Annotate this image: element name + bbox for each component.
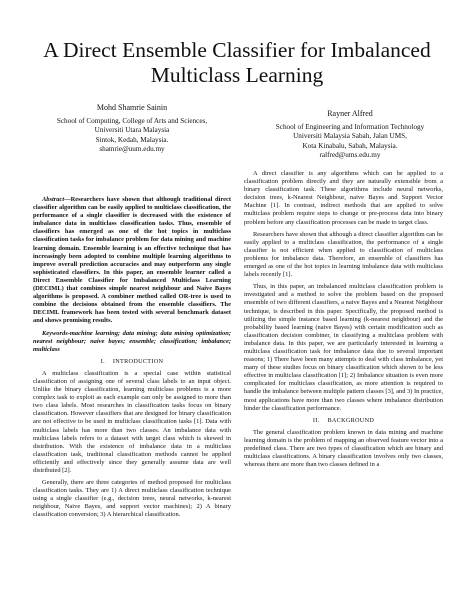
background-paragraph-1: The general classification problem known in data mining and machine learning domain is the problem of mapping an observed feature vector into a predefined class. There are two types of classification which are binary and multiclass classifications. A binary classification involves only two classes, whereas there are more than two classes defined in a (244, 428, 443, 469)
intro-paragraph-1: A multiclass classification is a special case within statistical classification of assigning one of several class labels to an input object. Unlike the binary classification, learning multiclass problems is a more complex task to exploit as each example can only be assigned to more than two class labels. Most researches in classification tasks focus on binary classification. However classifiers that are designed for binary classification are not effective to be used in multiclass classification tasks [1]. Data with multiclass labels has more than two classes. An imbalance data with multiclass labels refers to a dataset with target class which is skewed in distribution. With the existence of imbalance data in a multiclass classification task, traditional classification methods cannot be applied efficiently and effectively since they generally assume data are well distributed [2]. (33, 369, 231, 474)
section-number: II. (312, 416, 320, 424)
left-column (33, 196, 231, 524)
section-heading-background (244, 417, 443, 425)
abstract (33, 196, 231, 326)
author-org: Universiti Utara Malaysia (94, 126, 170, 135)
abstract-text: —Researchers have shown that although traditional direct classifier algorithm can be easily applied to multiclass classification, the performance of a single classifier is decreased with the existence of imbalance data in multiclass classification tasks. Thus, ensemble of classifiers has emerged as one of the hot topics in multiclass classification tasks for imbalance problem for data mining and machine learning domain. Ensemble learning is an effective technique that has increasingly been adopted to combine multiple learning algorithms to improve overall prediction accuracies and may outperform any single sophisticated classifiers. In this paper, an ensemble learner called a Direct Ensemble Classifier for Imbalanced Multiclass Learning (DECIML) that combines simple nearest neighbour and Naive Bayes algorithms is proposed. A combiner method called OR-tree is used to combine the decisions obtained from the ensemble classifiers. The DECIML framework has been tested with several benchmark dataset and shows promising results. (33, 196, 231, 325)
author-affiliation: School of Engineering and Information Technology (275, 122, 425, 131)
right-column (244, 170, 443, 473)
author-affiliation: School of Computing, College of Arts and Sciences, (56, 116, 208, 125)
keywords: Keywords-machine learning; data mining; data mining optimization; nearest neighbour; naive bayes; ensemble; classification; imbalance; multiclass (33, 329, 231, 353)
author-name: Rayner Alfred (327, 109, 373, 118)
right-paragraph-3: Thus, in this paper, an imbalanced multiclass classification problem is investigated and a method to solve the problem based on the proposed ensemble of two different classifiers, a naive Bayes and a Nearest Neighbour technique, is described in this paper. Specifically, the proposed method is utilizing the simple instance based learning (k-nearest neighbour) and the probability based learning (naive Bayes) with certain modification such as classification decision combiner, in classifying a multiclass problem with imbalance data. In this paper, we are particularly interested in learning a multiclass classification task for imbalance data due to several important reasons; 1) There have been many attempts to deal with class imbalance, yet many of these studies focus on binary classification which shown to be less effective in multiclass classification [1]; 2) Imbalance situation is even more complicated for multiclass classification, as more attention is required to handle the imbalance between multiple pattern classes [3], and 3) In practice, most applications have more than two classes where imbalance distribution hinder the classification performance. (244, 283, 443, 412)
right-paragraph-2: Researchers have shown that although a direct classifier algorithm can be easily applied to a multiclass classification, the performance of a single classifier is not efficient when applied to classification of multiclass problems for imbalance data. Therefore, an ensemble of classifiers has emerged as one of the hot topics in learning imbalance data with multiclass labels recently [1]. (244, 230, 443, 279)
author-block-2 (250, 109, 450, 161)
author-email: ralfred@ums.edu.my (319, 151, 381, 160)
section-title: BACKGROUND (327, 416, 375, 424)
paper-title: A Direct Ensemble Classifier for Imbalanced Multiclass Learning (43, 38, 431, 87)
author-org: Universiti Malaysia Sabah, Jalan UMS, (293, 132, 407, 141)
section-heading-introduction (33, 358, 231, 366)
author-block-1 (42, 103, 222, 155)
author-email: shamrie@uum.edu.my (99, 145, 165, 154)
author-address: Sintok, Kedah, Malaysia. (95, 135, 169, 144)
section-title: INTRODUCTION (112, 357, 164, 365)
author-address: Kota Kinabalu, Sabah, Malaysia. (302, 141, 398, 150)
author-name: Mohd Shamrie Sainin (96, 103, 168, 112)
intro-paragraph-2: Generally, there are three categories of method proposed for multiclass classification tasks. They are 1) A direct multiclass classification technique using a single classifier (e.g., decision trees, neural networks, k-nearest neighbour, Naive Bayes, and support vector machines); 2) A binary classification conversion; 3) A hierarchical classification. (33, 479, 231, 519)
abstract-label: Abstract (42, 196, 65, 203)
right-paragraph-1: A direct classifier is any algorithms which can be applied to a classification problem directly and they are naturally extensible from a binary classification task. These algorithms include neural networks, decision trees, k-Nearest Neighbour, naive Bayes and Support Vector Machine [1]. In contrast, indirect methods that are applied to solve multiclass problem require steps to change or pre-process data into binary problem before any classification processes can be made to target class. (244, 170, 443, 226)
section-number: I. (100, 357, 105, 365)
